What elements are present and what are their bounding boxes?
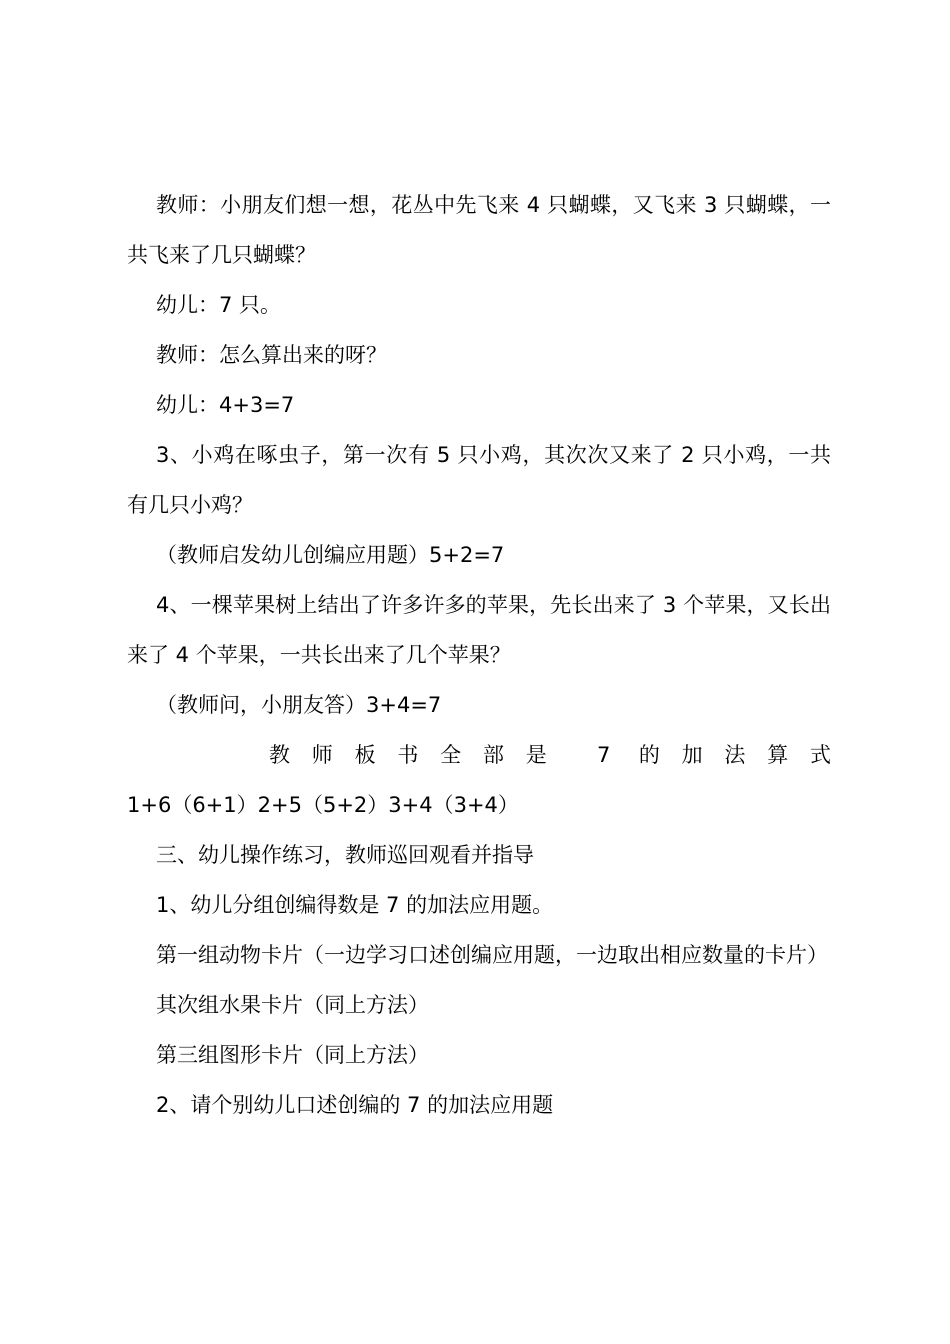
paragraph-group-three: 第三组图形卡片（同上方法） (156, 1043, 429, 1067)
paragraph-board-equations: 1+6（6+1）2+5（5+2）3+4（3+4） (127, 793, 519, 817)
document-body (127, 180, 831, 1130)
paragraph-group-task: 1、幼儿分组创编得数是 7 的加法应用题。 (156, 893, 554, 917)
paragraph-oral-task: 2、请个别幼儿口述创编的 7 的加法应用题 (156, 1093, 554, 1117)
paragraph-apple-equation: （教师问，小朋友答）3+4=7 (156, 693, 442, 717)
paragraph-child-answer-equation: 幼儿：4+3=7 (156, 393, 295, 417)
paragraph-apple-problem: 4、一棵苹果树上结出了许多许多的苹果，先长出来了 3 个苹果，又长出来了 4 个苹果，一共长出来了几个苹果？ (127, 593, 831, 667)
section-heading-practice: 三、幼儿操作练习，教师巡回观看并指导 (156, 843, 534, 867)
paragraph-teacher-butterfly-question: 教师：小朋友们想一想，花丛中先飞来 4 只蝴蝶，又飞来 3 只蝴蝶，一共飞来了几只蝴蝶？ (127, 193, 831, 267)
paragraph-teacher-how-question: 教师：怎么算出来的呀？ (156, 343, 387, 367)
paragraph-chick-equation: （教师启发幼儿创编应用题）5+2=7 (156, 543, 505, 567)
paragraph-group-one: 第一组动物卡片（一边学习口述创编应用题，一边取出相应数量的卡片） (156, 943, 828, 967)
paragraph-board-writing: 教师板书全部是 7 的加法算式 (269, 743, 831, 767)
paragraph-group-two: 其次组水果卡片（同上方法） (156, 993, 429, 1017)
paragraph-child-answer-count: 幼儿：7 只。 (156, 293, 282, 317)
paragraph-chick-problem: 3、小鸡在啄虫子，第一次有 5 只小鸡，其次次又来了 2 只小鸡，一共有几只小鸡？ (127, 443, 831, 517)
